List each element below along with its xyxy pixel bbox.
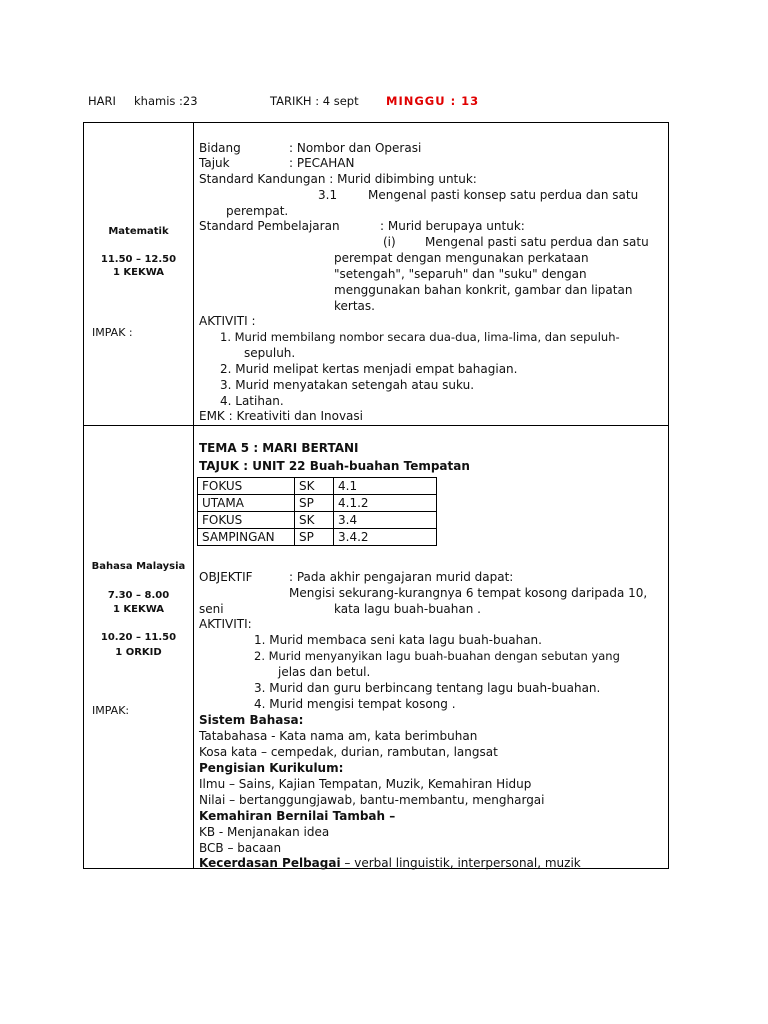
fokus-cell: SAMPINGAN <box>198 529 295 546</box>
sistem-bahasa: Sistem Bahasa: <box>199 713 304 727</box>
bm-act-2-cont: jelas dan betul. <box>278 665 371 679</box>
fokus-table <box>197 477 437 546</box>
fokus-cell: SK <box>295 478 334 495</box>
sk-text-cont: perempat. <box>226 204 289 218</box>
pengisian-kurikulum: Pengisian Kurikulum: <box>199 761 344 775</box>
bm-act-4: 4. Murid mengisi tempat kosong . <box>254 697 456 711</box>
matematik-impak: IMPAK : <box>92 326 133 339</box>
fokus-cell: FOKUS <box>198 512 295 529</box>
tatabahasa: Tatabahasa - Kata nama am, kata berimbuhan <box>199 729 478 743</box>
bm-subject: Bahasa Malaysia <box>91 561 186 572</box>
table-row <box>198 495 437 512</box>
matematik-time: 11.50 – 12.50 <box>100 254 177 265</box>
table-row <box>198 478 437 495</box>
matematik-subject: Matematik <box>108 226 169 237</box>
hari-label: HARI <box>88 94 116 108</box>
mat-act-3: 3. Murid menyatakan setengah atau suku. <box>220 378 475 392</box>
mat-act-1-cont: sepuluh. <box>244 346 296 360</box>
mat-act-4: 4. Latihan. <box>220 394 284 408</box>
kosa-kata: Kosa kata – cempedak, durian, rambutan, langsat <box>199 745 498 759</box>
fokus-cell: 3.4.2 <box>334 529 437 546</box>
kecerdasan-value: – verbal linguistik, interpersonal, muzik <box>340 856 581 870</box>
fokus-cell: UTAMA <box>198 495 295 512</box>
kecerdasan-label: Kecerdasan Pelbagai <box>199 856 341 870</box>
sp-text-4: menggunakan bahan konkrit, gambar dan lipatan <box>334 283 633 297</box>
row-divider <box>84 425 668 426</box>
kemahiran-heading: Kemahiran Bernilai Tambah – <box>199 809 396 823</box>
kecerdasan <box>199 856 581 870</box>
fokus-cell: 3.4 <box>334 512 437 529</box>
objektif-3a: seni <box>199 602 224 616</box>
bm-act-3: 3. Murid dan guru berbincang tentang lagu buah-buahan. <box>254 681 601 695</box>
table-row <box>198 512 437 529</box>
bm-time-2: 10.20 – 11.50 <box>100 632 177 643</box>
fokus-cell: SK <box>295 512 334 529</box>
sk-text: Mengenal pasti konsep satu perdua dan satu <box>368 188 639 202</box>
bm-time-1: 7.30 – 8.00 <box>107 590 170 601</box>
tajuk: TAJUK : UNIT 22 Buah-buahan Tempatan <box>199 459 470 473</box>
ilmu: Ilmu – Sains, Kajian Tempatan, Muzik, Kemahiran Hidup <box>199 777 532 791</box>
fokus-cell: 4.1 <box>334 478 437 495</box>
page-header <box>88 94 688 110</box>
hari-value: khamis :23 <box>134 94 198 108</box>
tarikh: TARIKH : 4 sept <box>270 94 359 108</box>
mat-act-2: 2. Murid melipat kertas menjadi empat bahagian. <box>220 362 518 376</box>
fokus-cell: FOKUS <box>198 478 295 495</box>
sp-text-3: "setengah", "separuh" dan "suku" dengan <box>334 267 587 281</box>
standard-kandungan: Standard Kandungan : Murid dibimbing untuk: <box>199 172 477 186</box>
sp-intro: : Murid berupaya untuk: <box>380 219 525 233</box>
bm-class-1: 1 KEKWA <box>112 604 165 615</box>
sp-number: (i) <box>383 235 396 249</box>
nilai: Nilai – bertanggungjawab, bantu-membantu, menghargai <box>199 793 545 807</box>
bidang-label: Bidang <box>199 141 241 155</box>
objektif-label: OBJEKTIF <box>199 570 253 584</box>
tema: TEMA 5 : MARI BERTANI <box>199 441 359 455</box>
objektif-1: : Pada akhir pengajaran murid dapat: <box>289 570 514 584</box>
emk: EMK : Kreativiti dan Inovasi <box>199 409 363 423</box>
minggu: MINGGU : 13 <box>386 94 480 108</box>
bm-aktiviti: AKTIVITI: <box>199 617 252 631</box>
bm-act-1: 1. Murid membaca seni kata lagu buah-buahan. <box>254 633 542 647</box>
objektif-3b: kata lagu buah-buahan . <box>334 602 481 616</box>
objektif-2: Mengisi sekurang-kurangnya 6 tempat kosong daripada 10, <box>289 586 648 600</box>
sp-text-5: kertas. <box>334 299 375 313</box>
sp-text-2: perempat dengan mengunakan perkataan <box>334 251 589 265</box>
bm-class-2: 1 ORKID <box>115 647 162 658</box>
fokus-cell: SP <box>295 495 334 512</box>
matematik-class: 1 KEKWA <box>112 267 165 278</box>
fokus-cell: 4.1.2 <box>334 495 437 512</box>
sp-text-1: Mengenal pasti satu perdua dan satu <box>425 235 649 249</box>
bidang-value: : Nombor dan Operasi <box>289 141 422 155</box>
tajuk-value: : PECAHAN <box>289 156 355 170</box>
bm-act-2: 2. Murid menyanyikan lagu buah-buahan dengan sebutan yang <box>254 649 620 663</box>
sk-number: 3.1 <box>318 188 338 202</box>
standard-pembelajaran: Standard Pembelajaran <box>199 219 340 233</box>
mat-act-1: 1. Murid membilang nombor secara dua-dua, lima-lima, dan sepuluh- <box>220 330 620 344</box>
bm-impak: IMPAK: <box>92 704 130 717</box>
lesson-table <box>83 122 669 869</box>
bcb: BCB – bacaan <box>199 841 282 855</box>
kb: KB - Menjanakan idea <box>199 825 330 839</box>
table-row <box>198 529 437 546</box>
tajuk-label: Tajuk <box>199 156 230 170</box>
aktiviti-heading: AKTIVITI : <box>199 314 256 328</box>
column-divider <box>193 123 194 868</box>
fokus-cell: SP <box>295 529 334 546</box>
